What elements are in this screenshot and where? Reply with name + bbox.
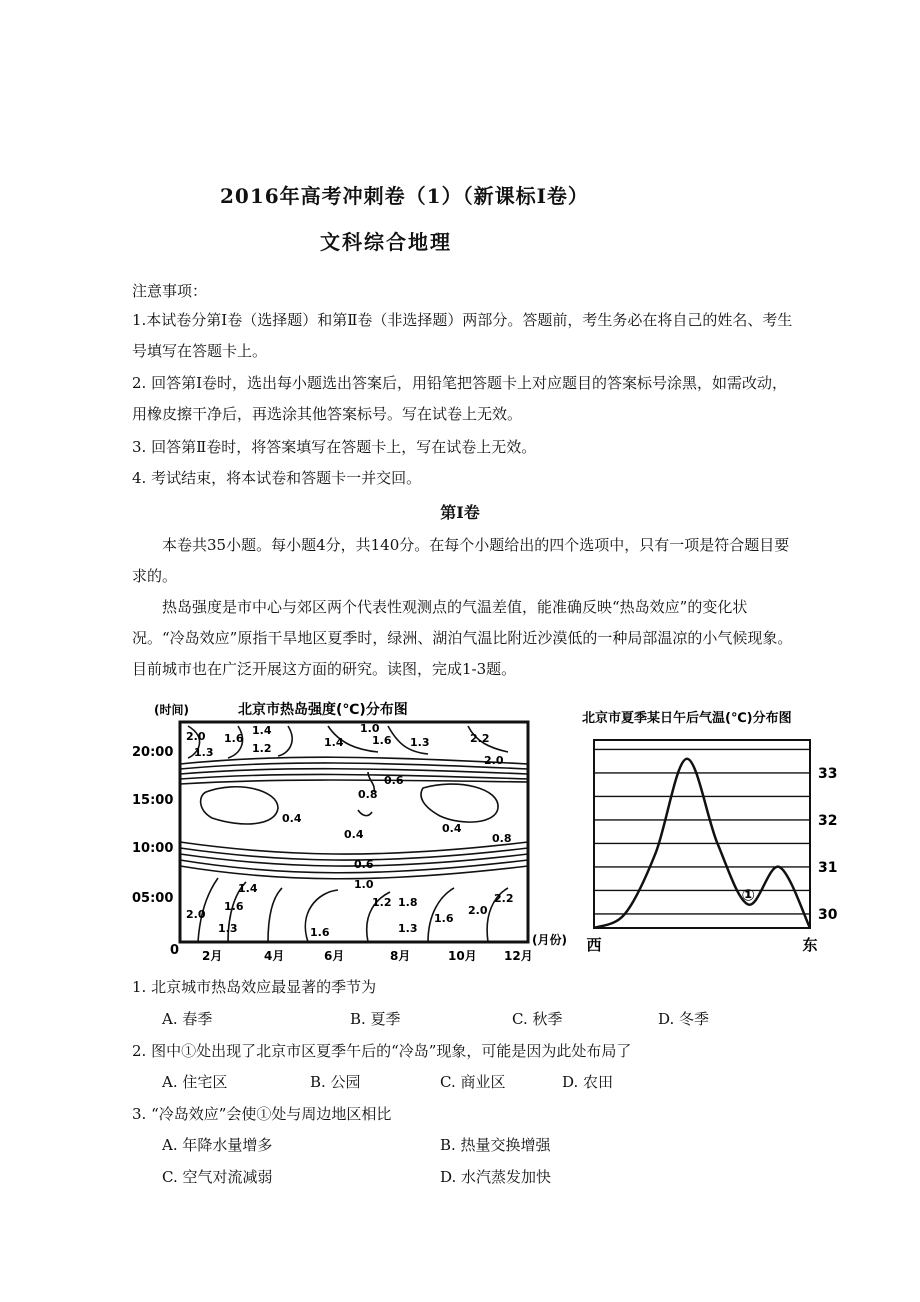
ytick-1000: 10:00 — [132, 841, 174, 856]
contour-label-30: 2.0 — [468, 904, 488, 917]
question-2-option-c[interactable]: C. 商业区 — [440, 1073, 506, 1091]
contour-label-21: 1.4 — [238, 882, 258, 895]
contour-label-12: 0.8 — [358, 788, 378, 801]
contour-label-24: 2.0 — [186, 908, 206, 921]
chart-frame — [594, 740, 810, 928]
chart-xtick: 西 — [586, 936, 602, 954]
contour-label-5: 1.2 — [252, 742, 272, 755]
contour-label-11: 2.0 — [484, 754, 504, 767]
contour-label-26: 1.3 — [398, 922, 418, 935]
question-1-stem: 1. 北京城市热岛效应最显著的季节为 — [132, 978, 377, 996]
contour-label-10: 2.2 — [470, 732, 490, 745]
reading-passage: 热岛强度是市中心与郊区两个代表性观测点的气温差值，能准确反映“热岛效应”的变化状况。“冷岛效应”原指干旱地区夏季时，绿洲、湖泊气温比附近沙漠低的一种局部温凉的小气候现象。目前城市也在广泛开展这方面的研究。读图，完成1-3题。 — [132, 598, 793, 678]
contour-label-27: 1.6 — [434, 912, 454, 925]
ytick-0500: 05:00 — [132, 891, 174, 906]
ytick-2000: 20:00 — [132, 745, 174, 760]
chart-xtick: 东 — [802, 936, 818, 954]
contour-label-16: 0.4 — [442, 822, 462, 835]
section-title: 第Ⅰ卷 — [440, 503, 480, 522]
xtick-feb: 2月 — [202, 949, 223, 963]
question-2-option-d[interactable]: D. 农田 — [562, 1073, 614, 1091]
contour-label-13: 0.6 — [384, 774, 404, 787]
question-3-option-a[interactable]: A. 年降水量增多 — [162, 1136, 273, 1154]
contour-label-20: 1.2 — [372, 896, 392, 909]
notice-item-1: 1.本试卷分第Ⅰ卷（选择题）和第Ⅱ卷（非选择题）两部分。答题前，考生务必在将自己的姓名、考生号填写在答题卡上。 — [132, 311, 793, 360]
question-3-option-c[interactable]: C. 空气对流减弱 — [162, 1168, 273, 1186]
heat-island-contour-map — [128, 692, 567, 967]
contour-label-7: 1.4 — [324, 736, 344, 749]
contour-label-14: 0.4 — [282, 812, 302, 825]
question-3-stem: 3. “冷岛效应”会使①处与周边地区相比 — [132, 1105, 392, 1123]
contour-label-3: 1.6 — [224, 732, 244, 745]
xtick-apr: 4月 — [264, 949, 285, 963]
section-intro: 本卷共35小题。每小题4分，共140分。在每个小题给出的四个选项中，只有一项是符合题目要求的。 — [132, 536, 790, 585]
xtick-jun: 6月 — [324, 949, 345, 963]
exam-subtitle: 文科综合地理 — [320, 230, 452, 254]
notice-item-2: 2. 回答第Ⅰ卷时，选出每小题选出答案后，用铅笔把答题卡上对应题目的答案标号涂黑，如需改动，用橡皮擦干净后，再选涂其他答案标号。写在试卷上无效。 — [132, 374, 788, 423]
contour-title: 北京市热岛强度(℃)分布图 — [238, 702, 408, 718]
contour-label-15: 0.4 — [344, 828, 364, 841]
contour-label-8: 1.6 — [372, 734, 392, 747]
contour-label-23: 1.3 — [218, 922, 238, 935]
chart-title: 北京市夏季某日午后气温(℃)分布图 — [582, 711, 792, 726]
ytick-1500: 15:00 — [132, 793, 174, 808]
question-1-option-a[interactable]: A. 春季 — [162, 1010, 213, 1028]
question-3-option-b[interactable]: B. 热量交换增强 — [440, 1136, 551, 1154]
notice-item-4: 4. 考试结束，将本试卷和答题卡一并交回。 — [132, 469, 422, 487]
exam-title: 2016年高考冲刺卷（1）（新课标Ⅰ卷） — [220, 184, 589, 208]
question-2-option-b[interactable]: B. 公园 — [310, 1073, 361, 1091]
contour-xlabel: (月份) — [532, 933, 567, 947]
contour-label-18: 0.6 — [354, 858, 374, 871]
contour-label-19: 1.0 — [354, 878, 374, 891]
question-3-option-d[interactable]: D. 水汽蒸发加快 — [440, 1168, 552, 1186]
notice-item-3: 3. 回答第Ⅱ卷时，将答案填写在答题卡上，写在试卷上无效。 — [132, 438, 537, 456]
contour-label-9: 1.3 — [410, 736, 430, 749]
contour-label-2: 1.3 — [194, 746, 214, 759]
question-1-option-d[interactable]: D. 冬季 — [658, 1010, 710, 1028]
contour-label-1: 2.0 — [186, 730, 206, 743]
question-2-stem: 2. 图中①处出现了北京市区夏季午后的“冷岛”现象，可能是因为此处布局了 — [132, 1042, 632, 1060]
contour-label-6: 1.0 — [360, 722, 380, 735]
contour-label-22: 1.6 — [224, 900, 244, 913]
question-1-option-c[interactable]: C. 秋季 — [512, 1010, 563, 1028]
contour-label-29: 2.2 — [494, 892, 514, 905]
xtick-oct: 10月 — [448, 949, 477, 963]
question-1-option-b[interactable]: B. 夏季 — [350, 1010, 401, 1028]
contour-label-28: 1.8 — [398, 896, 418, 909]
ytick-0: 0 — [170, 943, 180, 958]
notice-heading: 注意事项： — [132, 282, 208, 300]
chart-ytick: 32 — [818, 812, 838, 829]
chart-ytick: 31 — [818, 859, 838, 876]
temperature-line-chart — [578, 704, 850, 956]
question-2-option-a[interactable]: A. 住宅区 — [162, 1073, 228, 1091]
chart-ytick: 33 — [818, 765, 838, 782]
cold-island-marker: ① — [741, 885, 756, 905]
contour-label-25: 1.6 — [310, 926, 330, 939]
contour-label-4: 1.4 — [252, 724, 272, 737]
xtick-dec: 12月 — [504, 949, 533, 963]
contour-ylabel: (时间) — [154, 703, 189, 717]
chart-ytick: 30 — [818, 906, 838, 923]
contour-label-17: 0.8 — [492, 832, 512, 845]
xtick-aug: 8月 — [390, 949, 411, 963]
